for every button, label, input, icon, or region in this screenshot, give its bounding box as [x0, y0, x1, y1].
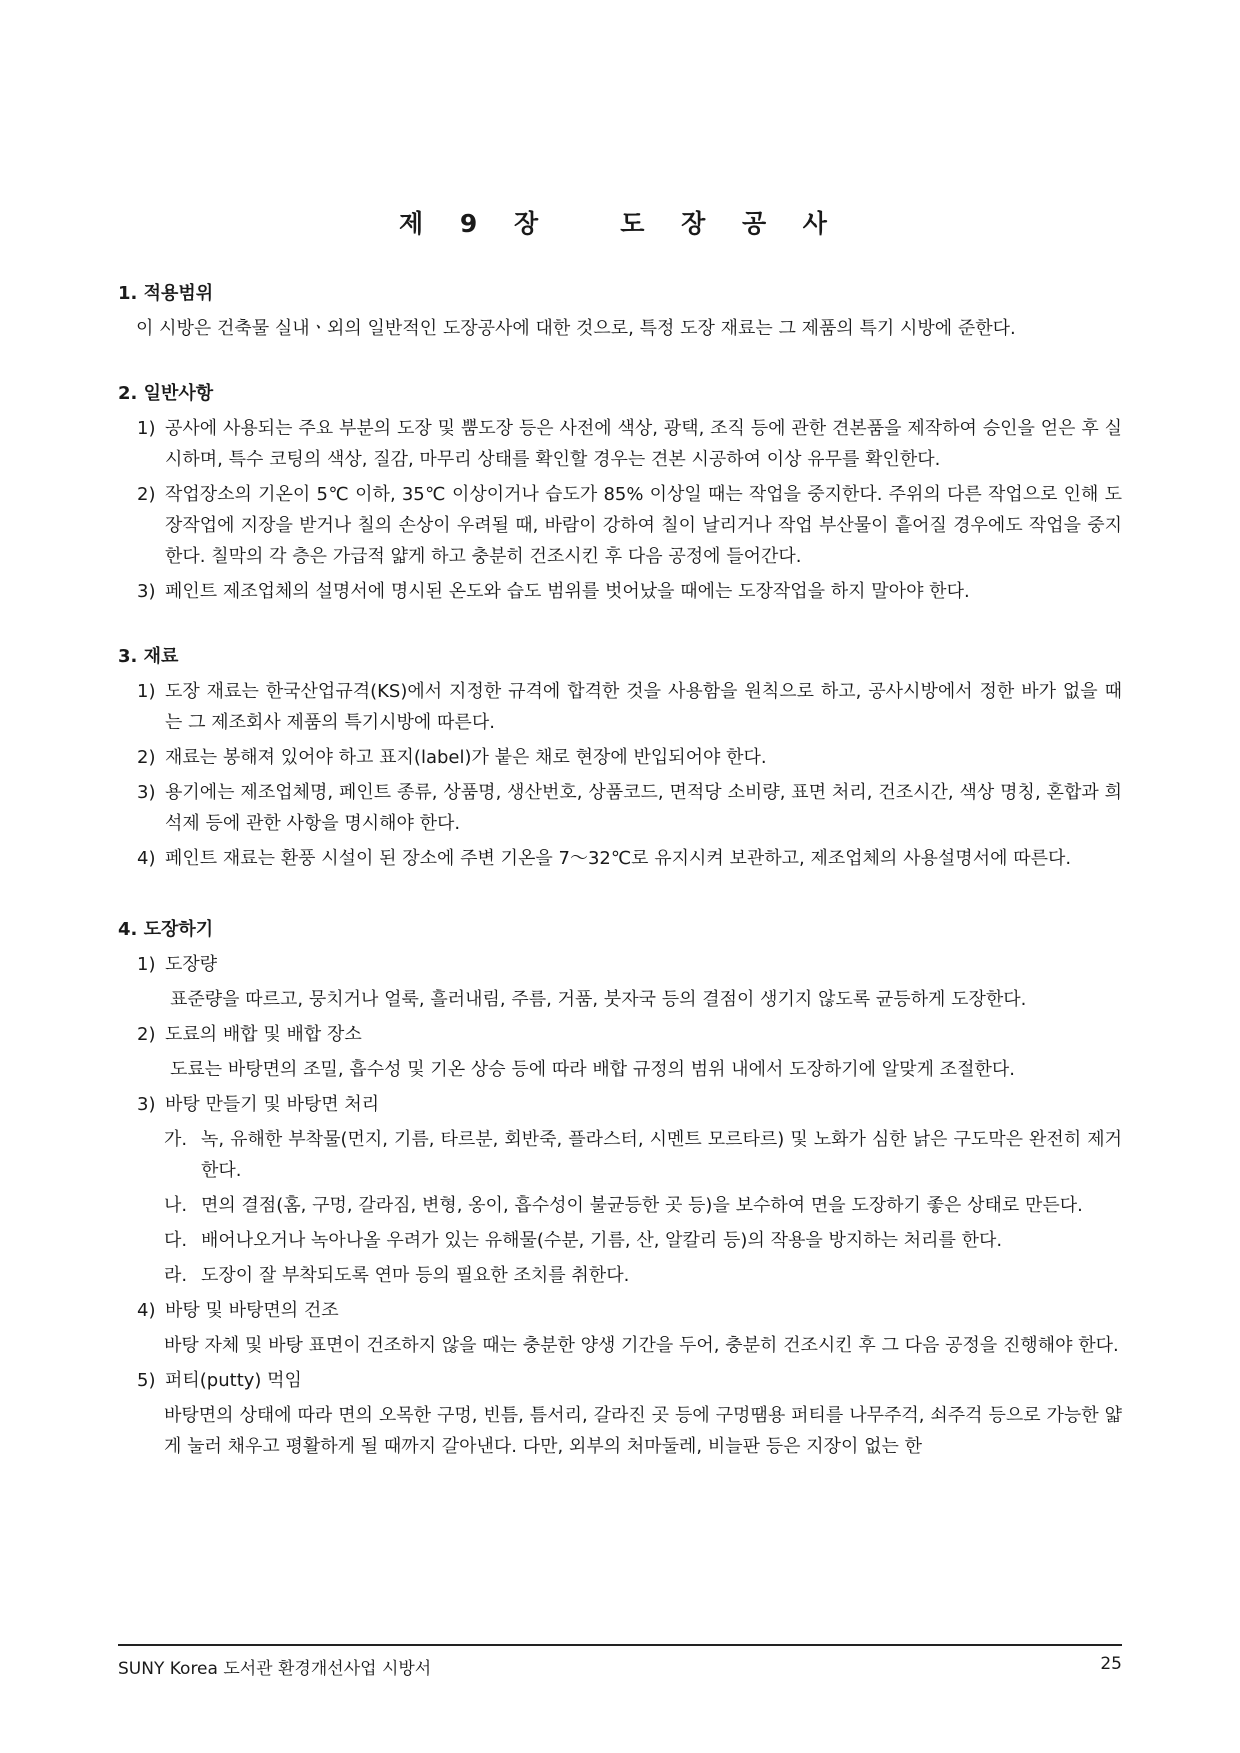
item-number: 3) [137, 1094, 156, 1115]
item-text: 도장이 잘 부착되도록 연마 등의 필요한 조치를 취한다. [201, 1265, 630, 1286]
item-number: 4) [137, 848, 156, 869]
section-heading: 2. 일반사항 [118, 383, 214, 404]
subsection-body: 표준량을 따르고, 뭉치거나 얼룩, 흘러내림, 주름, 거품, 붓자국 등의 결점이 생기지 않도록 균등하게 도장한다. [170, 989, 1027, 1010]
item-text: 도료의 배합 및 배합 장소 [165, 1024, 362, 1045]
item-text: 녹, 유해한 부착물(먼지, 기름, 타르분, 회반죽, 플라스터, 시멘트 모르타르) 및 노화가 심한 낡은 구도막은 완전히 제거한다. [201, 1129, 1122, 1181]
sub-list-item [118, 1225, 1122, 1256]
list-item [118, 742, 1122, 773]
list-item [118, 479, 1122, 572]
item-number: 1) [137, 954, 156, 975]
item-number: 4) [137, 1300, 156, 1321]
section-general [118, 378, 1122, 607]
item-number: 1) [137, 681, 156, 702]
subsection-title [118, 1365, 1122, 1396]
item-number: 2) [137, 484, 156, 505]
list-item [118, 777, 1122, 839]
item-number: 3) [137, 581, 156, 602]
item-number: 5) [137, 1370, 156, 1391]
sub-list-item [118, 1260, 1122, 1291]
item-text: 퍼티(putty) 먹임 [165, 1370, 302, 1391]
item-number: 3) [137, 782, 156, 803]
item-text: 바탕 및 바탕면의 건조 [165, 1300, 339, 1321]
list-item [118, 843, 1122, 874]
chapter-title: 제 9 장 도 장 공 사 [399, 209, 841, 238]
footer-divider [118, 1644, 1122, 1646]
item-text: 배어나오거나 녹아나올 우려가 있는 유해물(수분, 기름, 산, 알칼리 등)의 작용을 방지하는 처리를 한다. [201, 1230, 1003, 1251]
item-number: 라. [164, 1265, 188, 1286]
subsection-title [118, 1295, 1122, 1326]
footer-document-title: SUNY Korea 도서관 환경개선사업 시방서 [118, 1659, 432, 1679]
sub-list-item [118, 1124, 1122, 1186]
item-text: 페인트 제조업체의 설명서에 명시된 온도와 습도 범위를 벗어났을 때에는 도장작업을 하지 말아야 한다. [165, 581, 970, 602]
item-number: 다. [164, 1230, 188, 1251]
list-item [118, 576, 1122, 607]
subsection-body: 도료는 바탕면의 조밀, 흡수성 및 기온 상승 등에 따라 배합 규정의 범위 내에서 도장하기에 알맞게 조절한다. [170, 1059, 1015, 1080]
item-number: 나. [164, 1195, 188, 1216]
item-text: 면의 결점(홈, 구멍, 갈라짐, 변형, 옹이, 흡수성이 불균등한 곳 등)을 보수하여 면을 도장하기 좋은 상태로 만든다. [201, 1195, 1083, 1216]
section-heading: 3. 재료 [118, 646, 179, 667]
section-paragraph: 이 시방은 건축물 실내ㆍ외의 일반적인 도장공사에 대한 것으로, 특정 도장 재료는 그 제품의 특기 시방에 준한다. [136, 318, 1016, 339]
item-text: 재료는 봉해져 있어야 하고 표지(label)가 붙은 채로 현장에 반입되어야 한다. [165, 747, 767, 768]
item-number: 가. [164, 1129, 188, 1150]
list-item [118, 413, 1122, 475]
item-text: 용기에는 제조업체명, 페인트 종류, 상품명, 생산번호, 상품코드, 면적당 소비량, 표면 처리, 건조시간, 색상 명칭, 혼합과 희석제 등에 관한 사항을 명시해야 한다. [165, 782, 1122, 834]
item-text: 도장 재료는 한국산업규격(KS)에서 지정한 규격에 합격한 것을 사용함을 원칙으로 하고, 공사시방에서 정한 바가 없을 때는 그 제조회사 제품의 특기시방에 따른다. [165, 681, 1122, 733]
document-body [118, 278, 1122, 1462]
item-text: 공사에 사용되는 주요 부분의 도장 및 뿜도장 등은 사전에 색상, 광택, 조직 등에 관한 견본품을 제작하여 승인을 얻은 후 실시하며, 특수 코팅의 색상, 질감, 마무리 상태를 확인할 경우는 견본 시공하여 이상 유무를 확인한다. [165, 418, 1122, 470]
section-heading: 1. 적용범위 [118, 283, 214, 304]
sub-list-item [118, 1190, 1122, 1221]
item-number: 2) [137, 1024, 156, 1045]
item-number: 1) [137, 418, 156, 439]
section-painting [118, 914, 1122, 1462]
subsection-title [118, 949, 1122, 980]
item-number: 2) [137, 747, 156, 768]
subsection-title [118, 1089, 1122, 1120]
section-scope [118, 278, 1122, 344]
item-text: 도장량 [165, 954, 218, 975]
subsection-body: 바탕면의 상태에 따라 면의 오목한 구멍, 빈틈, 틈서리, 갈라진 곳 등에 구멍땜용 퍼티를 나무주걱, 쇠주걱 등으로 가능한 얇게 눌러 채우고 평활하게 될 때까지 갈아낸다. 다만, 외부의 처마둘레, 비늘판 등은 지장이 없는 한 [164, 1405, 1122, 1457]
item-text: 페인트 재료는 환풍 시설이 된 장소에 주변 기온을 7～32℃로 유지시켜 보관하고, 제조업체의 사용설명서에 따른다. [165, 848, 1072, 869]
subsection-body: 바탕 자체 및 바탕 표면이 건조하지 않을 때는 충분한 양생 기간을 두어, 충분히 건조시킨 후 그 다음 공정을 진행해야 한다. [164, 1335, 1119, 1356]
item-text: 바탕 만들기 및 바탕면 처리 [165, 1094, 380, 1115]
subsection-title [118, 1019, 1122, 1050]
list-item [118, 676, 1122, 738]
item-text: 작업장소의 기온이 5℃ 이하, 35℃ 이상이거나 습도가 85% 이상일 때는 작업을 중지한다. 주위의 다른 작업으로 인해 도장작업에 지장을 받거나 칠의 손상이 우려될 때, 바람이 강하여 칠이 날리거나 작업 부산물이 흩어질 경우에도 작업을 중지한다. 칠막의 각 층은 가급적 얇게 하고 충분히 건조시킨 후 다음 공정에 들어간다. [165, 484, 1122, 567]
section-heading: 4. 도장하기 [118, 919, 214, 940]
page-number: 25 [1100, 1654, 1122, 1674]
section-materials [118, 641, 1122, 874]
